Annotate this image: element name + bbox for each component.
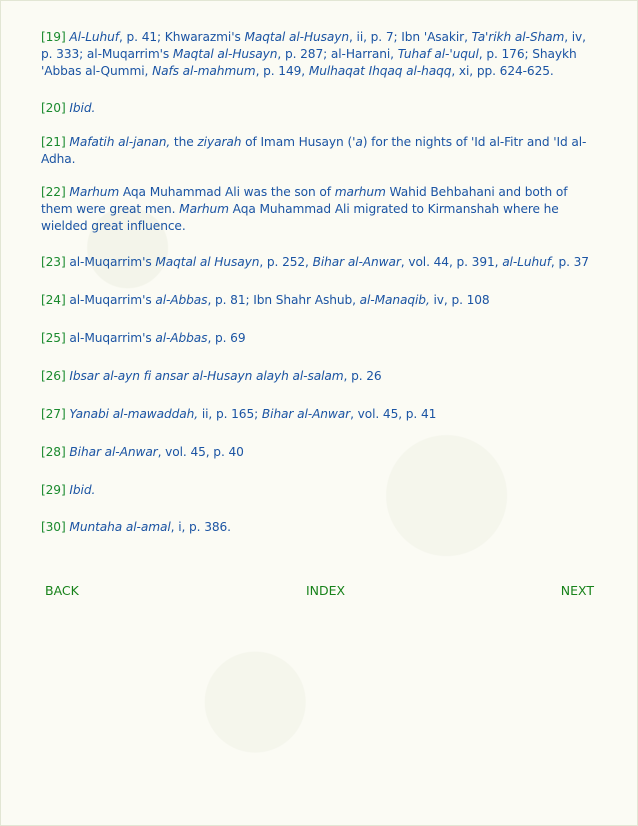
footnote-number[interactable]: [28] — [41, 445, 66, 459]
footnote-text: , p. 26 — [343, 369, 382, 383]
footnote-text: , p. 81; Ibn Shahr Ashub, — [207, 293, 360, 307]
footnote-title: al-Abbas — [155, 293, 208, 307]
footnote-19 — [41, 29, 597, 80]
footnote-number[interactable]: [25] — [41, 331, 66, 345]
footnote-text: ) for the nights of 'Id al-Fitr and 'Id al-Adha. — [41, 135, 587, 166]
footnote-number[interactable]: [23] — [41, 255, 66, 269]
footnote-title: Al-Luhuf — [69, 30, 119, 44]
footnote-number[interactable]: [29] — [41, 483, 66, 497]
footnote-27 — [41, 406, 597, 423]
footnote-text: ii, p. 165; — [198, 407, 262, 421]
footnote-title: Maqtal al-Husayn — [244, 30, 349, 44]
footnote-title: Ibid. — [69, 101, 96, 115]
index-link[interactable]: INDEX — [306, 583, 346, 598]
footnote-text: iv, p. 108 — [429, 293, 490, 307]
footnote-title: Yanabi al-mawaddah, — [69, 407, 199, 421]
footnote-title: al-Manaqib, — [359, 293, 430, 307]
back-link[interactable]: BACK — [45, 583, 79, 598]
footnote-text: , p. 41; Khwarazmi's — [118, 30, 245, 44]
footnote-20 — [41, 100, 597, 117]
footnote-text: of Imam Husayn ( — [241, 135, 353, 149]
footnote-text: , vol. 45, p. 41 — [350, 407, 437, 421]
footnote-text: , p. 37 — [550, 255, 589, 269]
footnote-number[interactable]: [27] — [41, 407, 66, 421]
footnote-number[interactable]: [19] — [41, 30, 66, 44]
footnote-number[interactable]: [22] — [41, 185, 66, 199]
footnote-number[interactable]: [30] — [41, 520, 66, 534]
footnote-text: , p. 69 — [207, 331, 246, 345]
footnote-title: al-Luhuf — [502, 255, 551, 269]
footnote-text: , iv, p. 333; al-Muqarrim's — [41, 30, 586, 61]
footnote-text: al-Muqarrim's — [69, 331, 156, 345]
footnote-title: Mulhaqat Ihqaq al-haqq — [308, 64, 452, 78]
next-link[interactable]: NEXT — [560, 583, 594, 598]
footnote-22 — [41, 184, 597, 235]
footnote-29 — [41, 482, 597, 499]
footnote-30 — [41, 519, 597, 536]
footnote-text: , vol. 44, p. 391, — [400, 255, 503, 269]
footnote-text: , p. 252, — [259, 255, 313, 269]
footnote-26 — [41, 368, 597, 385]
footnote-title: Marhum — [69, 185, 120, 199]
footnote-title: Tuhaf al-'uqul — [397, 47, 479, 61]
footnote-title: Bihar al-Anwar — [69, 445, 158, 459]
footnote-number[interactable]: [20] — [41, 101, 66, 115]
footnote-text: Aqa Muhammad Ali migrated to Kirmanshah where he wielded great influence. — [41, 202, 559, 233]
footnote-text: the — [170, 135, 198, 149]
footnote-text: , p. 176; Shaykh 'Abbas al-Qummi, — [41, 47, 577, 78]
footnote-24 — [41, 292, 597, 309]
footnote-title: Ibid. — [69, 483, 96, 497]
footnote-number[interactable]: [24] — [41, 293, 66, 307]
footnote-title: Maqtal al Husayn — [155, 255, 260, 269]
footnote-title: Bihar al-Anwar — [312, 255, 401, 269]
footnote-title: Marhum — [179, 202, 229, 216]
footnote-number[interactable]: [26] — [41, 369, 66, 383]
footnote-text: , p. 287; al-Harrani, — [277, 47, 398, 61]
footnote-28 — [41, 444, 597, 461]
footnote-text: Wahid Behbahani and both of them were great men. — [41, 185, 568, 216]
footnote-title: Ta'rikh al-Sham — [471, 30, 565, 44]
footnote-25 — [41, 330, 597, 347]
footnote-23 — [41, 254, 597, 271]
footnote-title: Bihar al-Anwar — [261, 407, 351, 421]
footnote-21 — [41, 134, 597, 168]
footnote-title: Muntaha al-amal — [69, 520, 171, 534]
footnotes-list — [41, 29, 597, 536]
footnote-title: 'a — [352, 135, 363, 149]
footnote-text: , i, p. 386. — [170, 520, 231, 534]
footnote-title: Mafatih al-janan, — [69, 135, 171, 149]
footnote-title: al-Abbas — [155, 331, 208, 345]
footnote-text: , p. 149, — [255, 64, 309, 78]
footnote-text: , xi, pp. 624-625. — [451, 64, 554, 78]
footnote-title: Nafs al-mahmum — [152, 64, 256, 78]
footnote-title: Maqtal al-Husayn — [172, 47, 278, 61]
footnote-text: al-Muqarrim's — [69, 293, 156, 307]
footnote-text: , vol. 45, p. 40 — [157, 445, 244, 459]
footnote-title: marhum — [334, 185, 386, 199]
footnote-text: , ii, p. 7; Ibn 'Asakir, — [349, 30, 472, 44]
footnote-text: al-Muqarrim's — [69, 255, 156, 269]
footnote-text: Aqa Muhammad Ali was the son of — [119, 185, 335, 199]
footnote-title: Ibsar al-ayn fi ansar al-Husayn alayh al-salam — [69, 369, 344, 383]
footnote-title: ziyarah — [197, 135, 242, 149]
page-navigation — [45, 583, 594, 601]
footnote-number[interactable]: [21] — [41, 135, 66, 149]
